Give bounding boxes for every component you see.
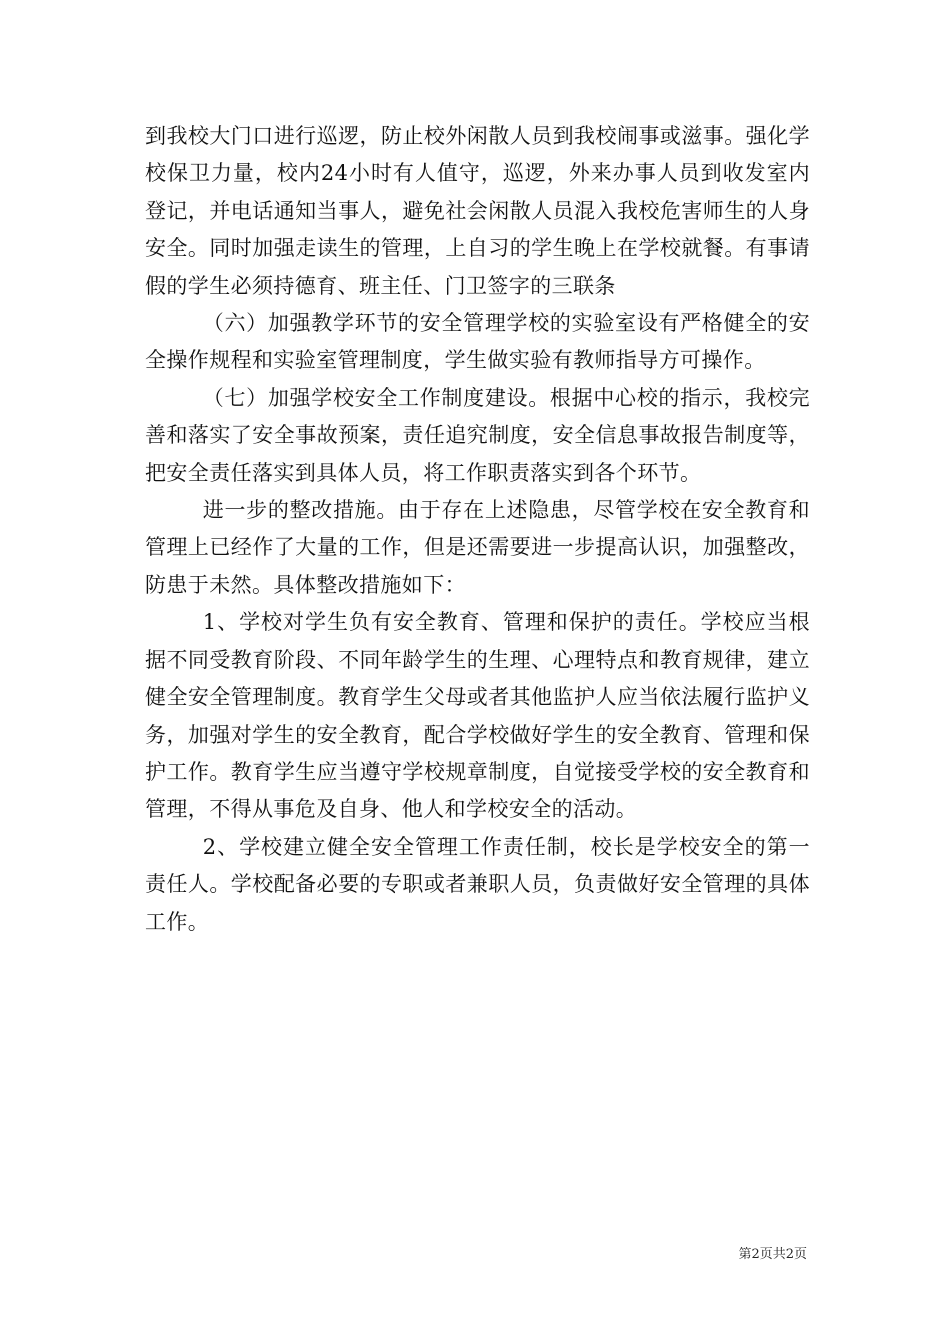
paragraph-measure-one: 1、学校对学生负有安全教育、管理和保护的责任。学校应当根据不同受教育阶段、不同年龄学生的生理、心理特点和教育规律，建立健全安全管理制度。教育学生父母或者其他监护人应当依法履行监护义务，加强对学生的安全教育，配合学校做好学生的安全教育、管理和保护工作。教育学生应当遵守学校规章制度，自觉接受学校的安全教育和管理，不得从事危及自身、他人和学校安全的活动。: [145, 610, 810, 822]
paragraph-continuation: 到我校大门口进行巡逻，防止校外闲散人员到我校闹事或滋事。强化学校保卫力量，校内24小时有人值守，巡逻，外来办事人员到收发室内登记，并电话通知当事人，避免社会闲散人员混入我校危害师生的人身安全。同时加强走读生的管理，上自习的学生晚上在学校就餐。有事请假的学生必须持德育、班主任、门卫签字的三联条: [145, 124, 810, 298]
paragraph-section-seven: （七）加强学校安全工作制度建设。根据中心校的指示，我校完善和落实了安全事故预案，责任追究制度，安全信息事故报告制度等，把安全责任落实到具体人员，将工作职责落实到各个环节。: [145, 385, 810, 485]
paragraph-measure-two: 2、学校建立健全安全管理工作责任制，校长是学校安全的第一责任人。学校配备必要的专职或者兼职人员，负责做好安全管理的具体工作。: [145, 834, 810, 934]
page-number: 第2页共2页: [738, 1247, 807, 1262]
paragraph-section-six: （六）加强教学环节的安全管理学校的实验室设有严格健全的安全操作规程和实验室管理制度，学生做实验有教师指导方可操作。: [145, 311, 810, 373]
document-body: [145, 118, 810, 941]
paragraph-further-measures: 进一步的整改措施。由于存在上述隐患，尽管学校在安全教育和管理上已经作了大量的工作，但是还需要进一步提高认识，加强整改，防患于未然。具体整改措施如下：: [145, 498, 810, 597]
